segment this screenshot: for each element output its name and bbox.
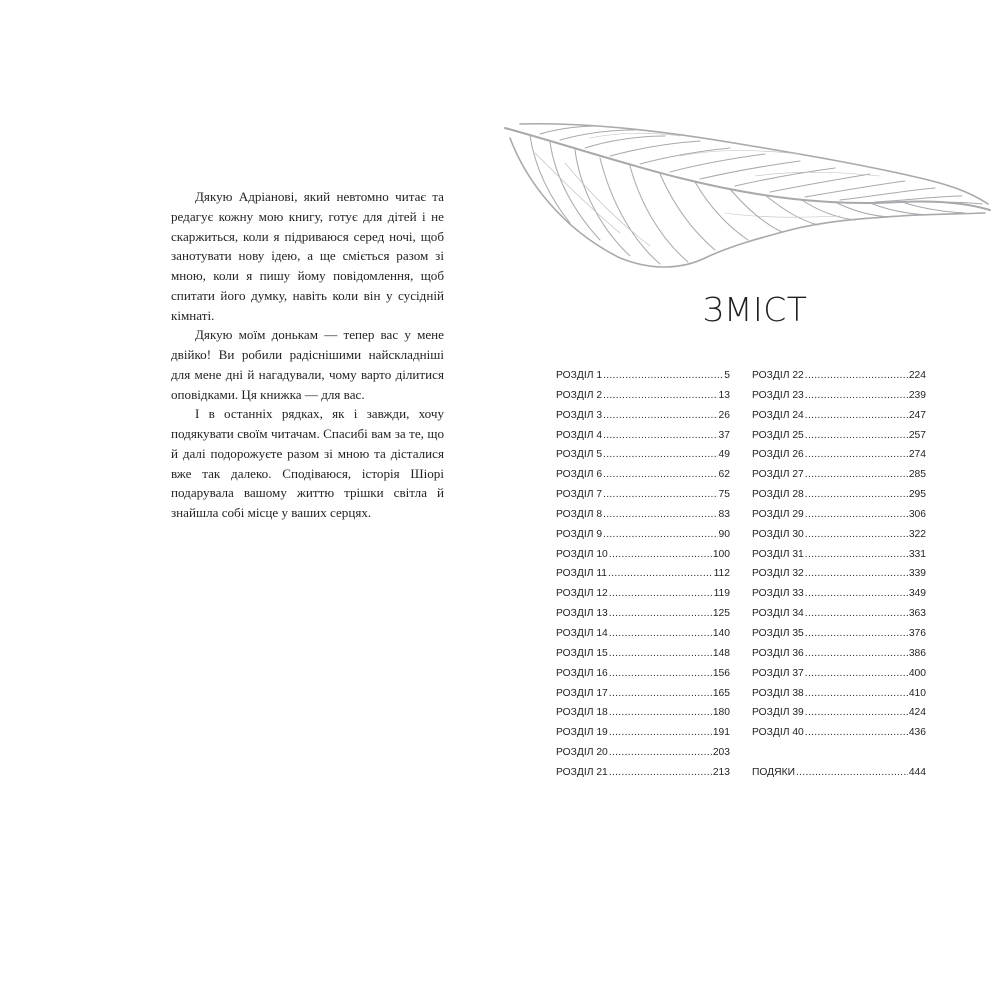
toc-leader-dots <box>805 549 908 560</box>
toc-leader-dots <box>805 430 908 441</box>
toc-entry[interactable] <box>556 410 730 430</box>
toc-entry[interactable] <box>752 449 926 469</box>
toc-entry-page: 191 <box>712 727 730 739</box>
ack-paragraph-3: І в останніх рядках, як і завжди, хочу подякувати своїм читачам. Спасибі вам за те, що й далі подорожуєте разом зі мною та дісталися вже так далеко. Сподіваюся, історія Шіорі подарувала вашому життю трішки світла й знайшла собі місце у ваших серцях. <box>171 406 444 520</box>
toc-entry-label: РОЗДІЛ 33 <box>752 588 804 600</box>
toc-leader-dots <box>805 489 908 500</box>
toc-entry-page: 274 <box>908 449 926 461</box>
toc-leader-dots <box>805 707 908 718</box>
toc-entry[interactable] <box>752 707 926 727</box>
toc-entry-page: 26 <box>718 409 730 421</box>
toc-entry-label: РОЗДІЛ 29 <box>752 508 804 520</box>
toc-entry-page: 331 <box>908 548 926 560</box>
toc-entry[interactable] <box>752 529 926 549</box>
toc-entry-label: РОЗДІЛ 5 <box>556 449 603 461</box>
toc-entry-page: 322 <box>908 528 926 540</box>
toc-entry[interactable] <box>556 529 730 549</box>
right-page <box>500 0 1000 1000</box>
toc-leader-dots <box>603 410 717 421</box>
toc-entry-label: РОЗДІЛ 1 <box>556 370 603 381</box>
toc-entry-page: 140 <box>712 627 730 639</box>
toc-entry[interactable] <box>752 688 926 708</box>
toc-entry[interactable] <box>556 469 730 489</box>
toc-entry[interactable] <box>556 370 730 390</box>
toc-entry-label: РОЗДІЛ 6 <box>556 469 603 481</box>
toc-entry-page: 125 <box>712 608 730 620</box>
toc-leader-dots <box>805 628 908 639</box>
toc-entry[interactable] <box>556 588 730 608</box>
toc-leader-dots <box>805 688 908 699</box>
toc-entry-label: РОЗДІЛ 24 <box>752 409 804 421</box>
acknowledgements-text <box>171 187 444 523</box>
toc-entry-label: РОЗДІЛ 19 <box>556 727 608 739</box>
toc-entry-label: РОЗДІЛ 2 <box>556 389 603 401</box>
toc-entry-label: РОЗДІЛ 22 <box>752 370 804 381</box>
toc-entry-label: РОЗДІЛ 27 <box>752 469 804 481</box>
toc-entry-label: РОЗДІЛ 14 <box>556 627 608 639</box>
toc-entry[interactable] <box>752 489 926 509</box>
toc-entry-label: РОЗДІЛ 15 <box>556 647 608 659</box>
toc-entry[interactable] <box>556 628 730 648</box>
toc-entry-label: РОЗДІЛ 9 <box>556 528 603 540</box>
toc-leader-dots <box>609 707 712 718</box>
toc-entry-label: РОЗДІЛ 4 <box>556 429 603 441</box>
toc-leader-dots <box>609 727 712 738</box>
toc-leader-dots <box>609 628 712 639</box>
toc-leader-dots <box>603 509 717 520</box>
toc-entry-page: 424 <box>908 707 926 719</box>
toc-entry[interactable] <box>556 648 730 668</box>
toc-leader-dots <box>609 588 713 599</box>
toc-entry-label: РОЗДІЛ 34 <box>752 608 804 620</box>
toc-entry-acknowledgements[interactable] <box>752 767 926 787</box>
toc-entry-page: 224 <box>908 370 926 381</box>
toc-entry-page: 257 <box>908 429 926 441</box>
feather-icon <box>500 118 1000 288</box>
toc-entry[interactable] <box>752 648 926 668</box>
toc-leader-dots <box>805 668 908 679</box>
toc-leader-dots <box>603 430 717 441</box>
contents-title: ЗМІСТ <box>702 290 808 329</box>
toc-entry-label: РОЗДІЛ 12 <box>556 588 608 600</box>
toc-entry-page: 112 <box>713 568 730 580</box>
ack-paragraph-2: Дякую моїм донькам — тепер вас у мене двійко! Ви робили радіснішими найскладніші для мене дні й нагадували, чому варто ділитися оповідками. Ця книжка — для вас. <box>171 327 444 402</box>
toc-entry-page: 349 <box>908 588 926 600</box>
toc-leader-dots <box>603 469 717 480</box>
toc-entry[interactable] <box>752 668 926 688</box>
toc-leader-dots <box>609 688 712 699</box>
toc-entry[interactable] <box>752 588 926 608</box>
toc-leader-dots <box>609 549 712 560</box>
toc-leader-dots <box>805 370 908 381</box>
toc-leader-dots <box>805 390 908 401</box>
toc-leader-dots <box>603 370 723 381</box>
toc-leader-dots <box>805 727 908 738</box>
toc-entry[interactable] <box>752 410 926 430</box>
toc-leader-dots <box>609 767 712 778</box>
toc-leader-dots <box>603 529 717 540</box>
toc-entry[interactable] <box>556 568 730 588</box>
toc-column-1 <box>556 370 730 787</box>
toc-entry-label: РОЗДІЛ 26 <box>752 449 804 461</box>
toc-entry[interactable] <box>752 469 926 489</box>
toc-entry[interactable] <box>556 767 730 787</box>
toc-entry[interactable] <box>556 608 730 628</box>
toc-entry-page: 203 <box>712 747 730 759</box>
toc-leader-dots <box>609 608 712 619</box>
toc-leader-dots <box>805 529 908 540</box>
toc-entry-page: 5 <box>724 370 730 381</box>
toc-entry-label: РОЗДІЛ 31 <box>752 548 804 560</box>
toc-entry[interactable] <box>556 449 730 469</box>
toc-leader-dots <box>805 608 908 619</box>
toc-leader-dots <box>805 410 908 421</box>
toc-entry-page: 119 <box>713 588 730 600</box>
toc-entry[interactable] <box>752 390 926 410</box>
toc-entry-label: РОЗДІЛ 8 <box>556 508 603 520</box>
toc-entry-label: РОЗДІЛ 17 <box>556 687 608 699</box>
toc-leader-dots <box>609 668 712 679</box>
toc-leader-dots <box>609 648 712 659</box>
toc-entry-page: 295 <box>908 489 926 501</box>
toc-entry-label: РОЗДІЛ 32 <box>752 568 804 580</box>
toc-entry[interactable] <box>556 390 730 410</box>
toc-entry-page: 363 <box>908 608 926 620</box>
toc-entry-label: РОЗДІЛ 38 <box>752 687 804 699</box>
toc-entry-label: РОЗДІЛ 25 <box>752 429 804 441</box>
toc-entry[interactable] <box>752 608 926 628</box>
toc-entry-label: РОЗДІЛ 20 <box>556 747 608 759</box>
toc-entry-label: РОЗДІЛ 37 <box>752 667 804 679</box>
toc-entry-label: РОЗДІЛ 36 <box>752 647 804 659</box>
ack-paragraph-1: Дякую Адріанові, який невтомно читає та редагує кожну мою книгу, готує для дітей і не скаржиться, коли я підриваюся серед ночі, щоб занотувати нову ідею, а ще сміється разом зі мною, коли я пишу йому повідомлення, щоб спитати його думку, навіть коли він у сусідній кімнаті. <box>171 189 444 323</box>
toc-leader-dots <box>609 747 712 758</box>
toc-entry-label: РОЗДІЛ 7 <box>556 489 603 501</box>
toc-entry-label: РОЗДІЛ 40 <box>752 727 804 739</box>
toc-entry-label: РОЗДІЛ 35 <box>752 627 804 639</box>
toc-entry-page: 180 <box>712 707 730 719</box>
toc-entry[interactable] <box>556 430 730 450</box>
toc-entry-page: 247 <box>908 409 926 421</box>
toc-entry[interactable] <box>556 727 730 747</box>
toc-entry-page: 148 <box>712 647 730 659</box>
toc-entry-page: 444 <box>908 766 926 778</box>
toc-entry-page: 49 <box>718 449 730 461</box>
toc-entry[interactable] <box>556 747 730 767</box>
toc-leader-dots <box>603 449 717 460</box>
toc-leader-dots <box>805 469 908 480</box>
toc-column-2 <box>752 370 926 787</box>
toc-leader-dots <box>805 568 908 579</box>
toc-leader-dots <box>805 509 908 520</box>
toc-entry-label: РОЗДІЛ 28 <box>752 489 804 501</box>
toc-entry-page: 100 <box>712 548 730 560</box>
toc-entry-page: 285 <box>908 469 926 481</box>
toc-leader-dots <box>796 767 908 778</box>
toc-entry[interactable] <box>752 727 926 747</box>
toc-entry-label: РОЗДІЛ 18 <box>556 707 608 719</box>
toc-entry-page: 75 <box>718 489 730 501</box>
toc-leader-dots <box>603 489 717 500</box>
toc-entry[interactable] <box>556 688 730 708</box>
toc-entry[interactable] <box>556 489 730 509</box>
toc-entry[interactable] <box>752 628 926 648</box>
toc-entry-label: РОЗДІЛ 30 <box>752 528 804 540</box>
toc-entry[interactable] <box>556 549 730 569</box>
toc-entry-page: 376 <box>908 627 926 639</box>
toc-entry-page: 386 <box>908 647 926 659</box>
toc-entry-page: 410 <box>908 687 926 699</box>
toc-leader-dots <box>805 588 908 599</box>
toc-entry-label: РОЗДІЛ 10 <box>556 548 608 560</box>
toc-entry[interactable] <box>556 668 730 688</box>
toc-entry-page: 306 <box>908 508 926 520</box>
toc-entry-page: 239 <box>908 389 926 401</box>
toc-leader-dots <box>608 568 713 579</box>
toc-entry[interactable] <box>556 707 730 727</box>
toc-entry[interactable] <box>752 568 926 588</box>
toc-entry-label: РОЗДІЛ 3 <box>556 409 603 421</box>
toc-entry-label: ПОДЯКИ <box>752 766 795 778</box>
toc-entry-label: РОЗДІЛ 16 <box>556 667 608 679</box>
toc-entry-page: 90 <box>718 528 730 540</box>
toc-leader-dots <box>603 390 717 401</box>
toc-entry-page: 400 <box>908 667 926 679</box>
toc-entry-label: РОЗДІЛ 11 <box>556 568 608 580</box>
toc-entry[interactable] <box>752 549 926 569</box>
toc-entry-label: РОЗДІЛ 23 <box>752 389 804 401</box>
toc-entry-page: 213 <box>712 766 730 778</box>
toc-entry-page: 13 <box>718 389 730 401</box>
toc-entry-page: 83 <box>718 508 730 520</box>
toc-entry[interactable] <box>556 509 730 529</box>
toc-entry-label: РОЗДІЛ 13 <box>556 608 608 620</box>
toc-entry-label: РОЗДІЛ 21 <box>556 766 608 778</box>
toc-entry-page: 436 <box>908 727 926 739</box>
toc-leader-dots <box>805 449 908 460</box>
toc-entry-label: РОЗДІЛ 39 <box>752 707 804 719</box>
toc-entry-page: 165 <box>712 687 730 699</box>
toc-leader-dots <box>805 648 908 659</box>
toc-entry-page: 37 <box>718 429 730 441</box>
toc-entry[interactable] <box>752 430 926 450</box>
toc-entry-page: 339 <box>908 568 926 580</box>
toc-entry-page: 62 <box>718 469 730 481</box>
toc-entry[interactable] <box>752 370 926 390</box>
toc-entry-page: 156 <box>712 667 730 679</box>
toc-entry[interactable] <box>752 509 926 529</box>
